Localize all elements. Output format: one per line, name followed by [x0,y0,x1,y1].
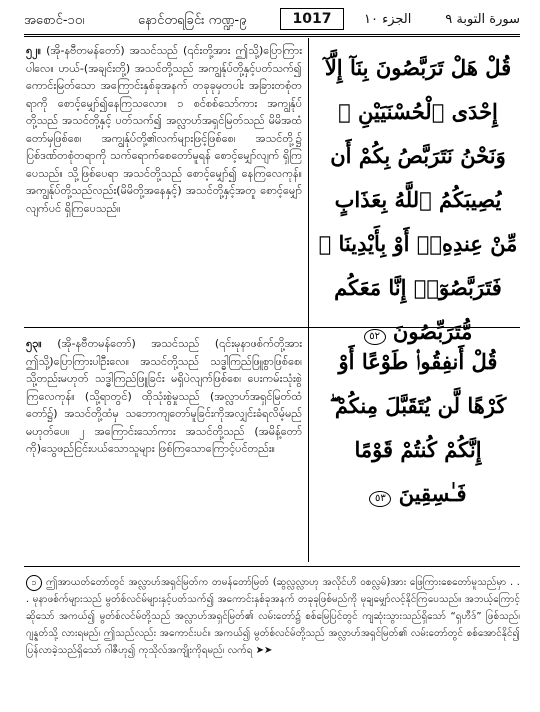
page-header [24,8,520,37]
arabic-verse-53 [318,340,518,516]
header-volume: အစောင်-၁၀၊ [24,13,85,28]
arabic-text: قُلْ أَنفِقُوا۟ طَوْعًا أَوْ كَرْهًا لَّن يُتَقَبَّلَ مِنكُمْ ۖ إِنَّكُمْ كُنتُمْ قَوْمًا فَـٰسِقِينَ [329,349,507,506]
translation-text: (အို-နဗီတမန်တော်) အသင်သည် (၎င်းမုနာဖစ်က်တို့အား ဤသို့)ပြောကြားပါဦးလေ။ အသင်တို့သည် သဒ္ဓါကြည်ဖြူစွာဖြစ်စေ၊ သို့တည်းမဟုတ် သဒ္ဓါကြည်ဖြူခြင်း မရှိပဲလျက်ဖြစ်စေ၊ ပေးကမ်းသုံးစွဲကြလေကုန်။ (သို့ရာတွင်) ထိုသုံးစွဲမှုသည် (အလ္လာဟ်အရှင်မြတ်ထံတော်၌) အသင်တို့ထံမှ သဘောကျတော်မူခြင်းကိုအလျှင်းခံရလိမ့်မည်မဟုတ်ပေ။ ၂ အကြောင်းသော်ကား အသင်တို့သည် (အမိန့်တော်ကို)သွေဖည်ငြင်းပယ်သောသူများ ဖြစ်ကြသောကြောင့်ပင်တည်း။ [26,337,303,455]
footnote-text: ဤအာယတ်တော်တွင် အလ္လာဟ်အရှင်မြတ်က တမန်တော်မြတ် (ဆွလ္လလ္လာဟု အလိုင်ဟိ ဝစလ္လမ်)အား ဖြေကြားစေတော်မူသည်မှာ . . . မုနာဖစ်က်များသည် မွတ်စ်လင်မ်များနှင့်ပတ်သက်၍ အကောင်းနှစ်ခုအနက် တခုခုဖြစ်မည်ကို မုချမျှော်လင့်နိုင်ကြပေသည်။ အဘယ့်ကြောင့်ဆိုသော် အကယ်၍ မွတ်စ်လင်မ်တို့သည် အလ္လာဟ်အရှင်မြတ်၏ လမ်းတော်၌ စစ်မြေပြင်တွင် ကျဆုံးသွားသည်ရှိသော် “ရှဟီဒ်” ဖြစ်သည်၊ ဂျန္နတ်သို့ လားရမည်၊ ဤသည်လည်း အကောင်းပင်။ အကယ်၍ မွတ်စ်လင်မ်တို့သည် အလ္လာဟ်အရှင်မြတ်၏ လမ်းတော်တွင် စစ်အောင်နိုင်၍ ပြန်လာခဲ့သည်ရှိသော် ဂါဇီဟု၍ ကုသိုလ်အကျိုးကိုရမည်၊ လက်ရ ➤➤ [26,577,520,656]
arabic-verse-52 [318,46,518,354]
verse-number: ၅၂။ [26,44,41,57]
header-surah: سورة التوبة ٩ [445,12,520,27]
header-section: နောင်တရခြင်း ကဏ္ဍ-၉ [138,13,247,28]
verse-number: ၅၃။ [26,337,42,350]
translation-text: (အို-နဗီတမန်တော်) အသင်သည် (၎င်းတို့အား ဤသို့)ပြောကြားပါလေ။ ဟယ်-(အချင်းတို့) အသင်တို့သည် အကျွန်ုပ်တို့နှင့်ပတ်သက်၍ ကောင်းမြတ်သော အကြောင်းနှစ်ခုအနက် တခုခုမှတပါး အခြားတစုံတရာကို စောင့်မျှော်၍နေကြသလော။ ၁ စင်စစ်သော်ကား အကျွန်ုပ်တို့သည် အသင်တို့နှင့် ပတ်သက်၍ အလ္လာဟ်အရှင်မြတ်သည် မိမိအထံတော်မှဖြစ်စေ၊ အကျွန်ုပ်တို့၏လက်များဖြင့်ဖြစ်စေ၊ အသင်တို့၌ ပြစ်ဒဏ်တစုံတရာကို သက်ရောက်စေတော်မူရန် စောင့်မျှော်လျက် ရှိကြပေသည်။ သို့ဖြစ်ပေရာ အသင်တို့သည် စောင့်မျှော်၍ နေကြလေကုန်။ အကျွန်ုပ်တို့သည်လည်း(မိမိတို့အနေနှင့်) အသင်တို့နှင့်အတူ စောင့်မျှော်လျက်ပင် ရှိကြပေသည်။ [26,44,302,215]
footnote-divider [24,566,520,567]
header-juz: الجزء ١٠ [364,12,412,27]
arabic-text: قُلْ هَلْ تَرَبَّصُونَ بِنَآ إِلَّآ إِحْدَى ٱلْحُسْنَيَيْنِ ۖ وَنَحْنُ نَتَرَبَّصُ بِكُمْ أَن يُصِيبَكُمُ ٱللَّهُ بِعَذَابٍ مِّنْ عِندِهِۦٓ أَوْ بِأَيْدِينَا ۖ فَتَرَبَّصُوٓا۟ إِنَّا مَعَكُم مُّتَرَبِّصُونَ [318,55,518,344]
translation-verse-53 [26,335,302,458]
ayah-number-mark: ٥٣ [369,491,391,507]
ayah-number-mark: ٥٢ [364,329,386,345]
footnote-marker: ၁ [26,575,42,591]
page-number: 1017 [280,8,344,30]
footnote [26,574,520,659]
translation-verse-52 [26,42,302,217]
column-divider [308,38,309,562]
